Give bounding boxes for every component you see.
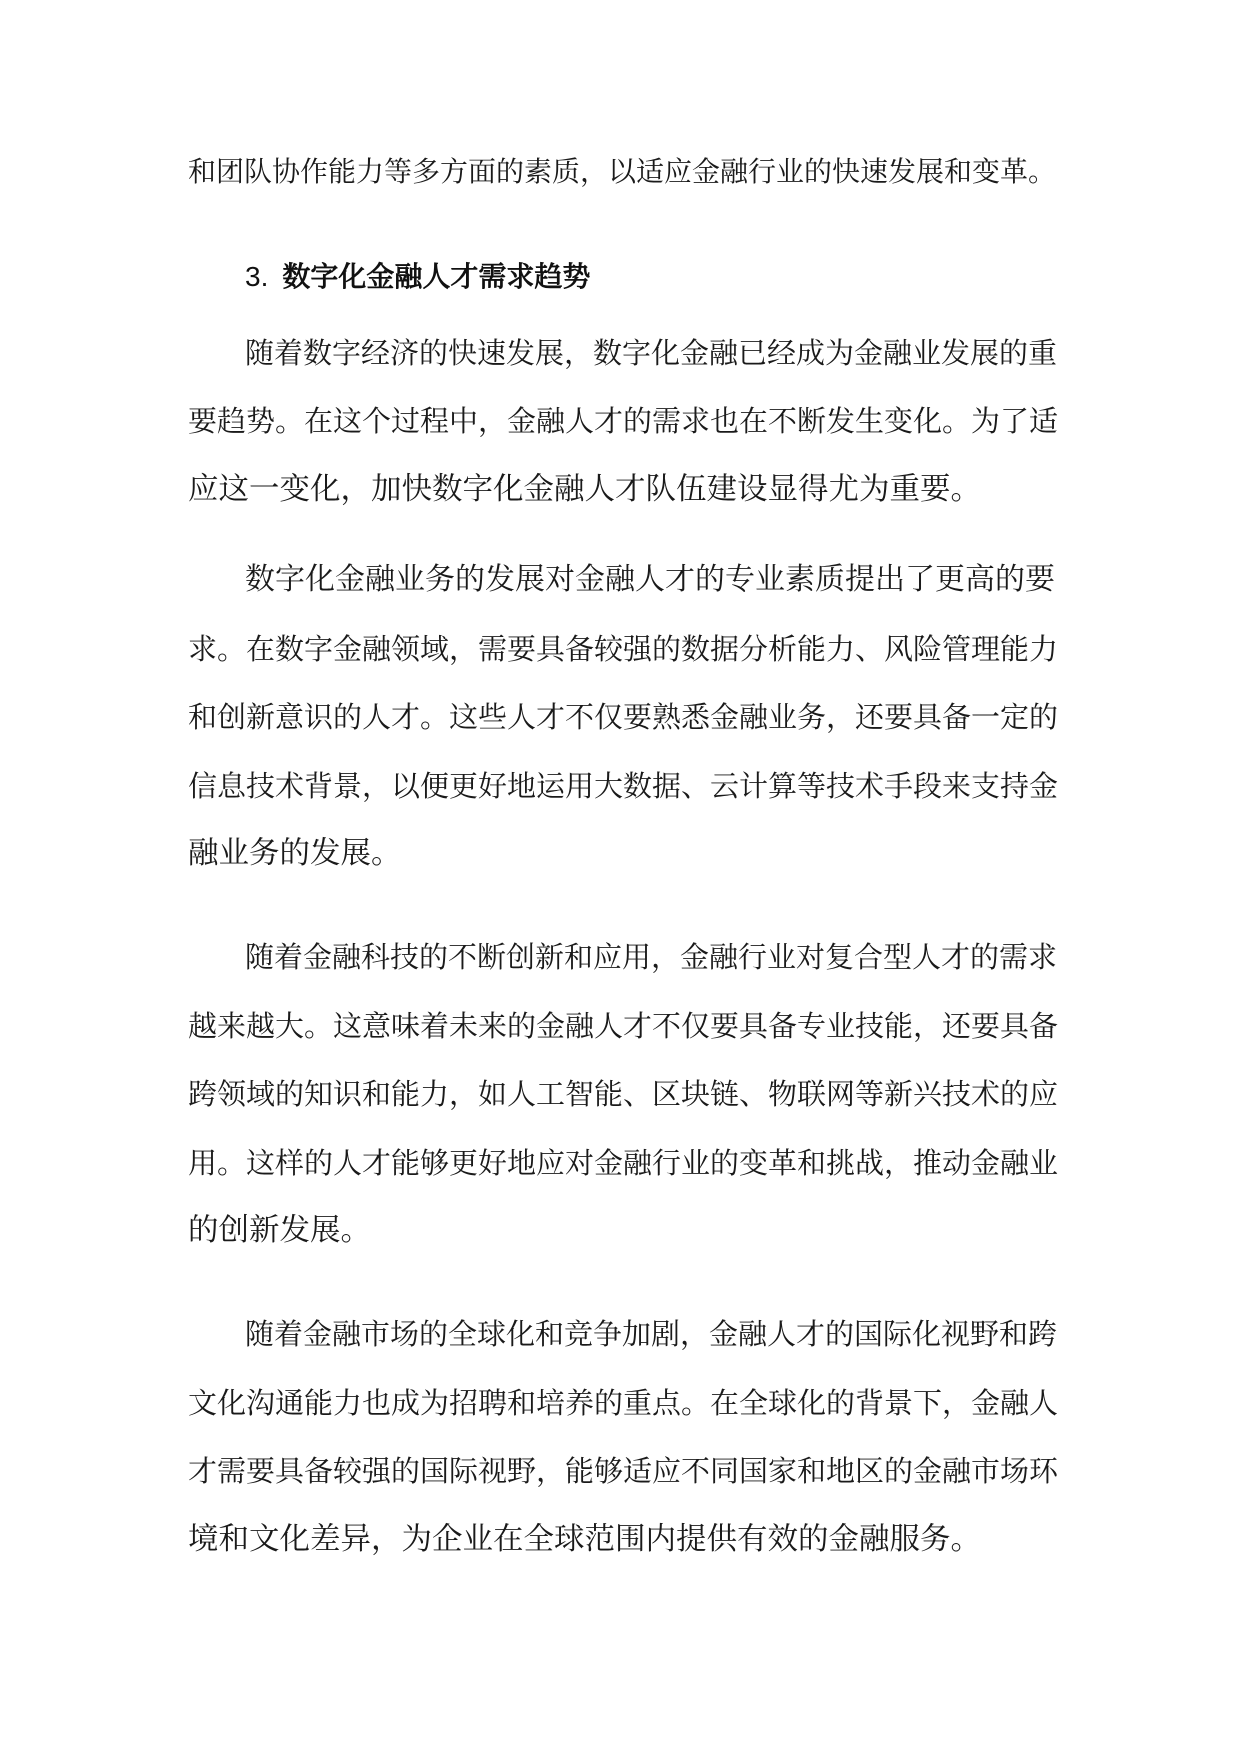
- paragraph-line: 越来越大。这意味着未来的金融人才不仅要具备专业技能，还要具备: [188, 1009, 1059, 1043]
- paragraph-line: 随着金融科技的不断创新和应用，金融行业对复合型人才的需求: [245, 940, 1058, 974]
- paragraph-line: 融业务的发展。: [188, 836, 402, 871]
- paragraph-line: 信息技术背景，以便更好地运用大数据、云计算等技术手段来支持金: [188, 769, 1059, 803]
- paragraph-line: 文化沟通能力也成为招聘和培养的重点。在全球化的背景下，金融人: [188, 1386, 1059, 1420]
- section-number: 3.: [245, 261, 269, 292]
- paragraph-line: 和创新意识的人才。这些人才不仅要熟悉金融业务，还要具备一定的: [188, 700, 1059, 734]
- paragraph-line: 的创新发展。: [188, 1213, 371, 1248]
- paragraph-line: 求。在数字金融领域，需要具备较强的数据分析能力、风险管理能力: [188, 632, 1059, 666]
- paragraph-line: 用。这样的人才能够更好地应对金融行业的变革和挑战，推动金融业: [188, 1146, 1059, 1180]
- section-heading: [245, 257, 590, 297]
- paragraph-line: 随着金融市场的全球化和竞争加剧，金融人才的国际化视野和跨: [245, 1317, 1058, 1351]
- paragraph-line: 随着数字经济的快速发展，数字化金融已经成为金融业发展的重: [245, 336, 1058, 370]
- paragraph-line: 才需要具备较强的国际视野，能够适应不同国家和地区的金融市场环: [188, 1454, 1059, 1488]
- paragraph-line: 数字化金融业务的发展对金融人才的专业素质提出了更高的要: [245, 562, 1055, 597]
- paragraph-line: 境和文化差异，为企业在全球范围内提供有效的金融服务。: [188, 1522, 981, 1557]
- paragraph-line: 应这一变化，加快数字化金融人才队伍建设显得尤为重要。: [188, 472, 981, 507]
- paragraph-line: 和团队协作能力等多方面的素质，以适应金融行业的快速发展和变革。: [188, 155, 1057, 188]
- paragraph-line: 要趋势。在这个过程中，金融人才的需求也在不断发生变化。为了适: [188, 404, 1059, 438]
- paragraph-line: 跨领域的知识和能力，如人工智能、区块链、物联网等新兴技术的应: [188, 1077, 1059, 1111]
- section-title: 数字化金融人才需求趋势: [282, 260, 591, 293]
